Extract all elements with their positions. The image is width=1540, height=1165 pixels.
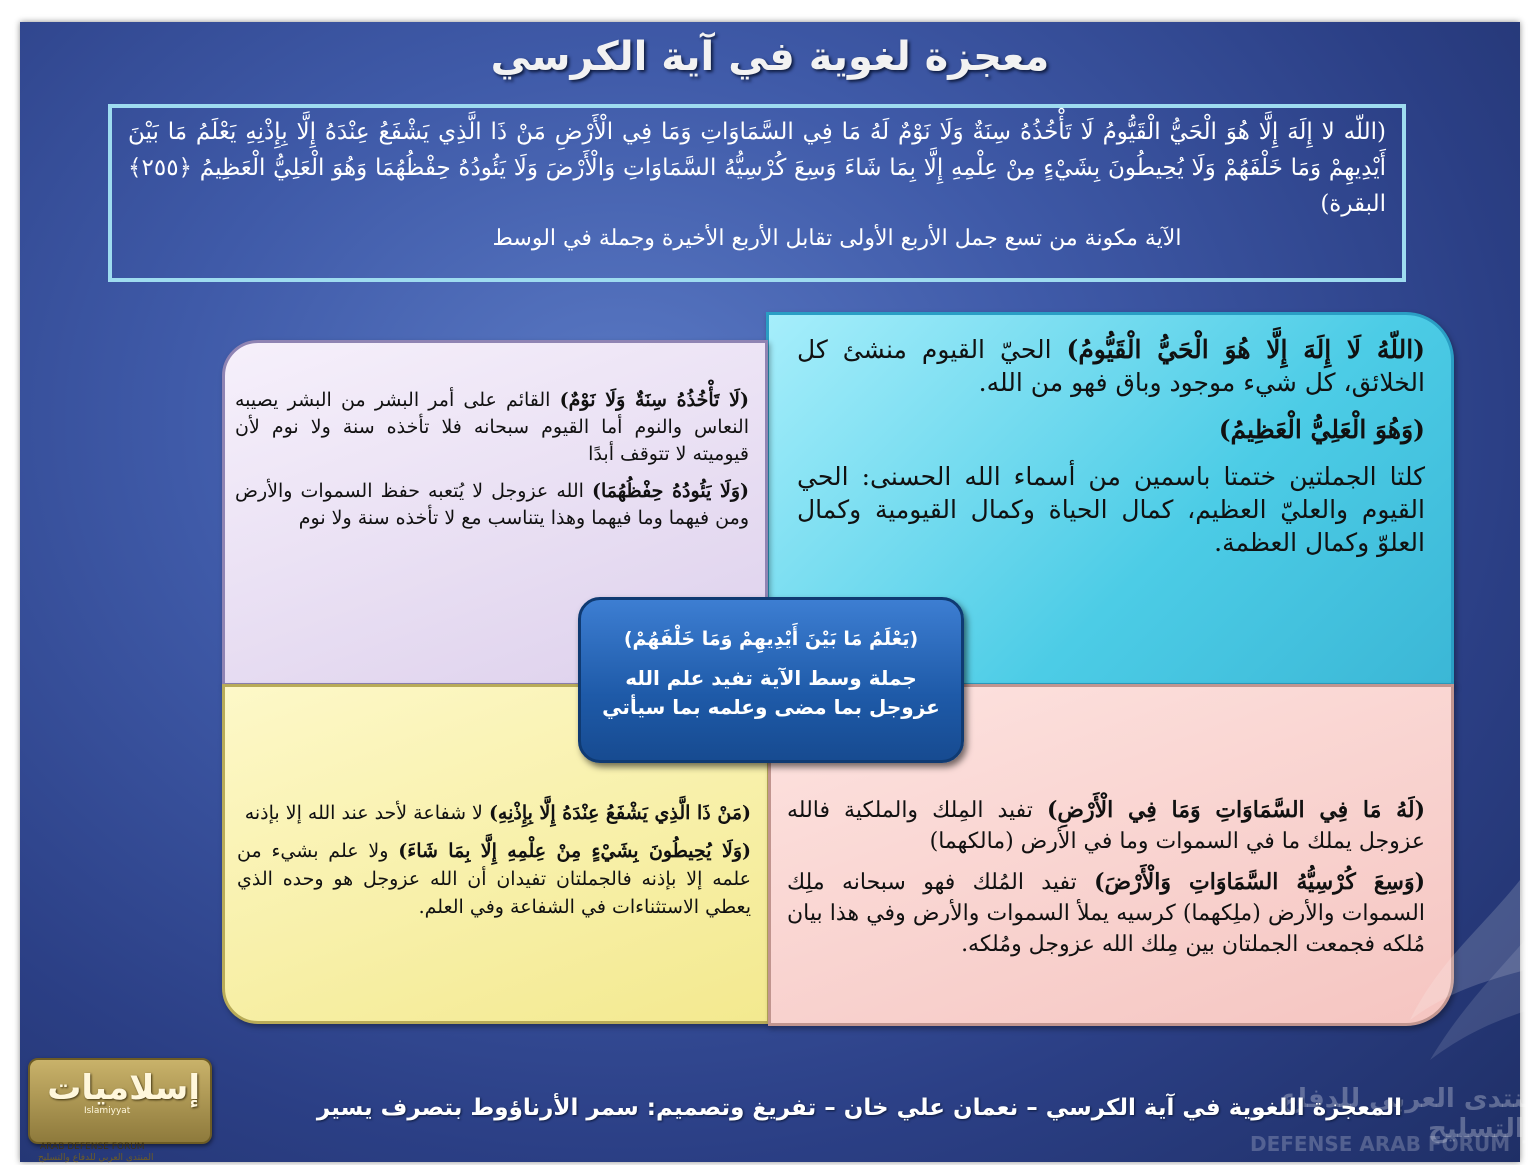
wing-watermark-icon bbox=[1400, 870, 1530, 1070]
top-left-verse-2: (وَلَا يَئُودُهُ حِفْظُهُمَا) bbox=[591, 480, 749, 502]
top-left-verse-1: (لَا تَأْخُذُهُ سِنَةٌ وَلَا نَوْمٌ) bbox=[559, 389, 749, 411]
top-right-text-1: الحيّ القيوم منشئ كل الخلائق، كل شيء موجود وباق فهو من الله. bbox=[797, 335, 1425, 397]
bottom-right-para-1 bbox=[787, 795, 1425, 857]
logo-english: Islamiyyat bbox=[84, 1106, 131, 1116]
bottom-left-para-2 bbox=[237, 837, 751, 921]
watermark-arabic: منتدى العربي للدفاع والتسليح bbox=[1280, 1084, 1540, 1144]
top-right-verse-2: (وَهُوَ الْعَلِيُّ الْعَظِيمُ) bbox=[1218, 415, 1425, 444]
bottom-right-text-1: تفيد المِلك والملكية فالله عزوجل يملك ما في السموات وما في الأرض (مالكهما) bbox=[787, 798, 1425, 854]
bottom-right-verse-1: (لَهُ مَا فِي السَّمَاوَاتِ وَمَا فِي الْأَرْضِ) bbox=[1046, 797, 1425, 823]
bottom-left-text-1: لا شفاعة لأحد عند الله إلا بإذنه bbox=[244, 802, 489, 824]
verse-note: الآية مكونة من تسع جمل الأربع الأولى تقابل الأربع الأخيرة وجملة في الوسط bbox=[492, 226, 1182, 251]
top-right-verse-1: (اللّهُ لَا إِلَهَ إِلَّا هُوَ الْحَيُّ الْقَيُّومُ) bbox=[1066, 335, 1425, 364]
center-verse: (يَعْلَمُ مَا بَيْنَ أَيْدِيهِمْ وَمَا خَلْفَهُمْ) bbox=[623, 628, 919, 650]
logo-subtitle-english: ARAB DEFENSE FORUM bbox=[40, 1142, 145, 1152]
top-right-para-3: كلتا الجملتين ختمتا باسمين من أسماء الله الحسنى: الحي القيوم والعليّ العظيم، كمال الحياة وكمال القيومية وكمال العلوّ وكمال العظمة. bbox=[797, 462, 1425, 557]
bottom-right-para-2 bbox=[787, 867, 1425, 960]
verse-box bbox=[108, 104, 1406, 282]
center-box bbox=[578, 597, 964, 763]
logo-subtitle-arabic: المنتدى العربي للدفاع والتسليح bbox=[38, 1153, 154, 1163]
bottom-left-text-2: ولا علم بشيء من علمه إلا بإذنه فالجملتان تفيدان أن الله عزوجل هو وحده الذي يعطي الاستثناءات في الشفاعة وفي العلم. bbox=[237, 840, 751, 918]
bottom-left-verse-1: (مَنْ ذَا الَّذِي يَشْفَعُ عِنْدَهُ إِلَّا بِإِذْنِهِ) bbox=[488, 802, 751, 824]
top-left-para-1 bbox=[235, 387, 749, 468]
forum-logo bbox=[28, 1058, 212, 1144]
footer-credit: المعجزة اللغوية في آية الكرسي – نعمان علي خان – تفريغ وتصميم: سمر الأرناؤوط بتصرف يسير bbox=[316, 1095, 1402, 1121]
top-left-para-2 bbox=[235, 478, 749, 532]
top-right-para-2 bbox=[797, 413, 1425, 446]
page-title: معجزة لغوية في آية الكرسي bbox=[490, 34, 1050, 80]
top-right-para-1 bbox=[797, 333, 1425, 399]
bottom-right-verse-2: (وَسِعَ كُرْسِيُّهُ السَّمَاوَاتِ وَالْأَرْضَ) bbox=[1094, 869, 1426, 895]
top-left-text-1: القائم على أمر البشر من البشر يصيبه النعاس والنوم أما القيوم سبحانه فلا تأخذه سنة ولا نوم لأن قيوميته لا تتوقف أبدًا bbox=[235, 389, 749, 465]
top-left-text-2: الله عزوجل لا يُتعبه حفظ السموات والأرض ومن فيهما وما فيهما وهذا يتناسب مع لا تأخذه سنة ولا نوم bbox=[235, 480, 749, 529]
bottom-left-para-1 bbox=[237, 799, 751, 827]
watermark-english: DEFENSE ARAB FORUM bbox=[1250, 1132, 1511, 1156]
center-text: جملة وسط الآية تفيد علم الله عزوجل بما مضى وعلمه بما سيأتي bbox=[602, 666, 940, 719]
bottom-left-verse-2: (وَلَا يُحِيطُونَ بِشَيْءٍ مِنْ عِلْمِهِ إِلَّا بِمَا شَاءَ) bbox=[398, 840, 752, 862]
bottom-right-text-2: تفيد المُلك فهو سبحانه ملِك السموات والأرض (ملِكهما) كرسيه يملأ السموات والأرض وفي هذا بيان مُلكه فجمعت الجملتان بين مِلك الله عزوجل ومُلكه. bbox=[787, 870, 1425, 957]
verse-text: (اللّه لا إِلَهَ إِلَّا هُوَ الْحَيُّ الْقَيُّومُ لَا تَأْخُذُهُ سِنَةٌ وَلَا نَوْمٌ لَهُ مَا فِي السَّمَاوَاتِ وَمَا فِي الْأَرْضِ مَنْ ذَا الَّذِي يَشْفَعُ عِنْدَهُ إِلَّا بِإِذْنِهِ يَعْلَمُ مَا بَيْنَ أَيْدِيهِمْ وَمَا خَلْفَهُمْ وَلَا يُحِيطُونَ بِشَيْءٍ مِنْ عِلْمِهِ إِلَّا بِمَا شَاءَ وَسِعَ كُرْسِيُّهُ السَّمَاوَاتِ وَالْأَرْضَ وَلَا يَئُودُهُ حِفْظُهُمَا وَهُوَ الْعَلِيُّ الْعَظِيمُ ﴿٢٥٥﴾ البقرة) bbox=[128, 119, 1386, 217]
logo-arabic: إسلاميات bbox=[47, 1068, 200, 1108]
